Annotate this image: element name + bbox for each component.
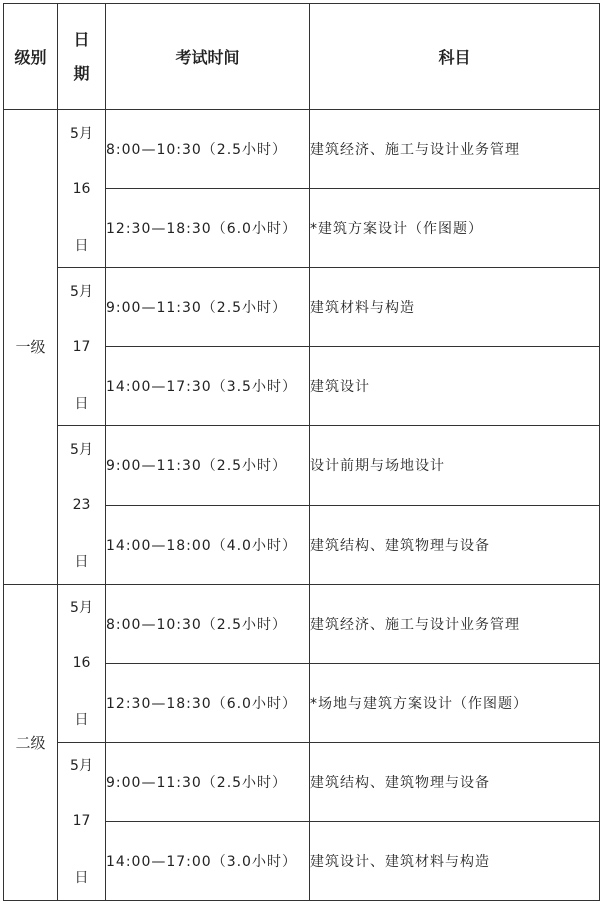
subject-cell: 建筑设计 [310, 347, 600, 426]
subject-cell: 建筑经济、施工与设计业务管理 [310, 584, 600, 663]
date-day: 17 [72, 338, 91, 355]
table-row [4, 584, 600, 663]
date-cell [58, 584, 106, 742]
subject-cell: *建筑方案设计（作图题） [310, 189, 600, 268]
time-cell: 12:30—18:30（6.0小时） [106, 189, 310, 268]
header-date-line2: 期 [73, 63, 90, 83]
header-time: 考试时间 [106, 4, 310, 110]
time-cell: 8:00—10:30（2.5小时） [106, 110, 310, 189]
exam-schedule-table [3, 3, 600, 901]
date-month: 5月 [70, 125, 93, 142]
date-month: 5月 [70, 283, 93, 300]
subject-cell: *场地与建筑方案设计（作图题） [310, 663, 600, 742]
date-month: 5月 [70, 442, 93, 458]
date-suffix: 日 [74, 554, 89, 570]
header-level: 级别 [4, 4, 58, 110]
table-row [4, 110, 600, 189]
date-cell [58, 110, 106, 268]
date-cell [58, 268, 106, 426]
level-cell: 二级 [4, 584, 58, 900]
level-cell: 一级 [4, 110, 58, 584]
subject-cell: 设计前期与场地设计 [310, 426, 600, 505]
date-day: 23 [72, 497, 91, 513]
time-cell: 9:00—11:30（2.5小时） [106, 426, 310, 505]
subject-cell: 建筑设计、建筑材料与构造 [310, 821, 600, 900]
date-day: 16 [72, 180, 91, 197]
header-subject: 科目 [310, 4, 600, 110]
time-cell: 12:30—18:30（6.0小时） [106, 663, 310, 742]
table-row [4, 742, 600, 821]
date-suffix: 日 [74, 395, 89, 412]
date-month: 5月 [70, 758, 93, 775]
date-suffix: 日 [74, 237, 89, 254]
date-suffix: 日 [74, 712, 89, 729]
time-cell: 8:00—10:30（2.5小时） [106, 584, 310, 663]
header-date [58, 4, 106, 110]
date-cell [58, 426, 106, 584]
header-date-line1: 日 [73, 29, 90, 49]
date-day: 16 [72, 655, 91, 672]
date-day: 17 [72, 813, 91, 830]
date-month: 5月 [70, 600, 93, 617]
subject-cell: 建筑结构、建筑物理与设备 [310, 742, 600, 821]
subject-cell: 建筑结构、建筑物理与设备 [310, 505, 600, 584]
time-cell: 9:00—11:30（2.5小时） [106, 268, 310, 347]
subject-cell: 建筑经济、施工与设计业务管理 [310, 110, 600, 189]
date-suffix: 日 [74, 870, 89, 887]
time-cell: 14:00—17:00（3.0小时） [106, 821, 310, 900]
table-row [4, 426, 600, 505]
table-header-row [4, 4, 600, 110]
time-cell: 14:00—18:00（4.0小时） [106, 505, 310, 584]
table-row [4, 268, 600, 347]
time-cell: 14:00—17:30（3.5小时） [106, 347, 310, 426]
time-cell: 9:00—11:30（2.5小时） [106, 742, 310, 821]
subject-cell: 建筑材料与构造 [310, 268, 600, 347]
date-cell [58, 742, 106, 900]
